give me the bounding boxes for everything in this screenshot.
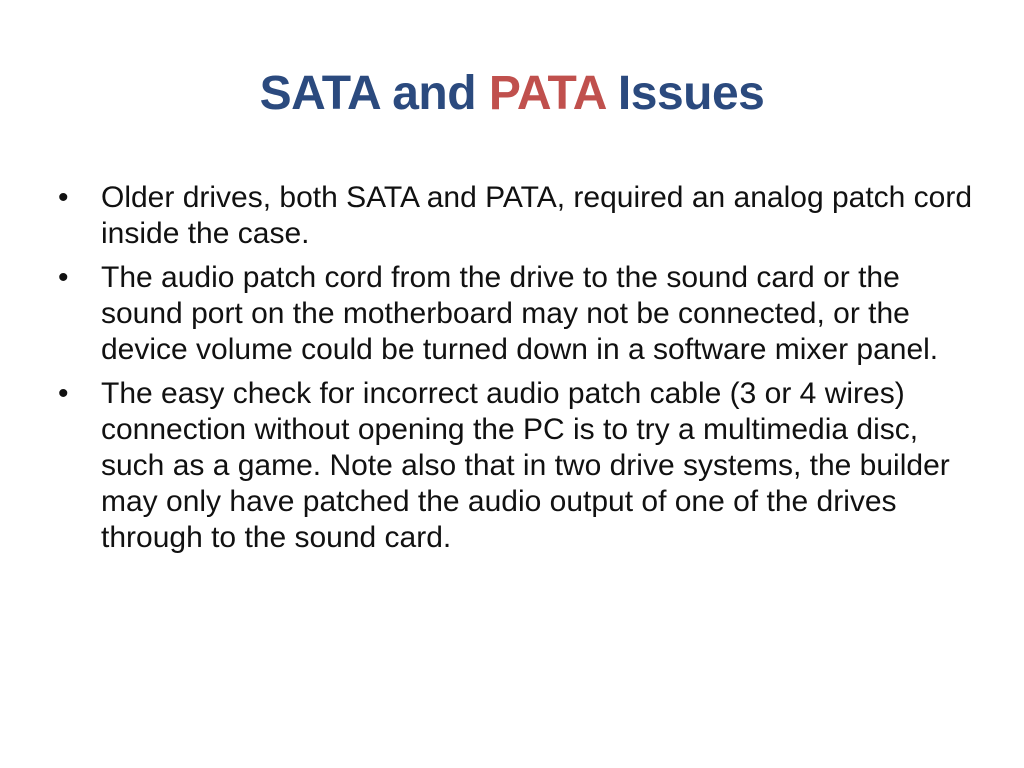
bullet-item	[56, 376, 976, 556]
bullet-list	[56, 180, 976, 564]
bullet-text: The audio patch cord from the drive to the sound card or the sound port on the motherboard may not be connected, or the device volume could be turned down in a software mixer panel.	[101, 261, 939, 366]
bullet-text: The easy check for incorrect audio patch cable (3 or 4 wires) connection without opening the PC is to try a multimedia disc, such as a game. Note also that in two drive systems, the builder may only have patched the audio output of one of the drives through to the sound card.	[101, 377, 950, 554]
bullet-icon: •	[58, 377, 69, 410]
bullet-item	[56, 260, 976, 368]
bullet-item	[56, 180, 976, 252]
title-part-2: Issues	[605, 67, 765, 120]
bullet-icon: •	[58, 261, 69, 294]
title-part-1: SATA and	[259, 67, 489, 120]
bullet-text: Older drives, both SATA and PATA, required an analog patch cord inside the case.	[101, 181, 973, 250]
slide-title	[0, 62, 1024, 126]
bullet-icon: •	[58, 181, 69, 214]
title-accent-word: PATA	[488, 67, 606, 120]
